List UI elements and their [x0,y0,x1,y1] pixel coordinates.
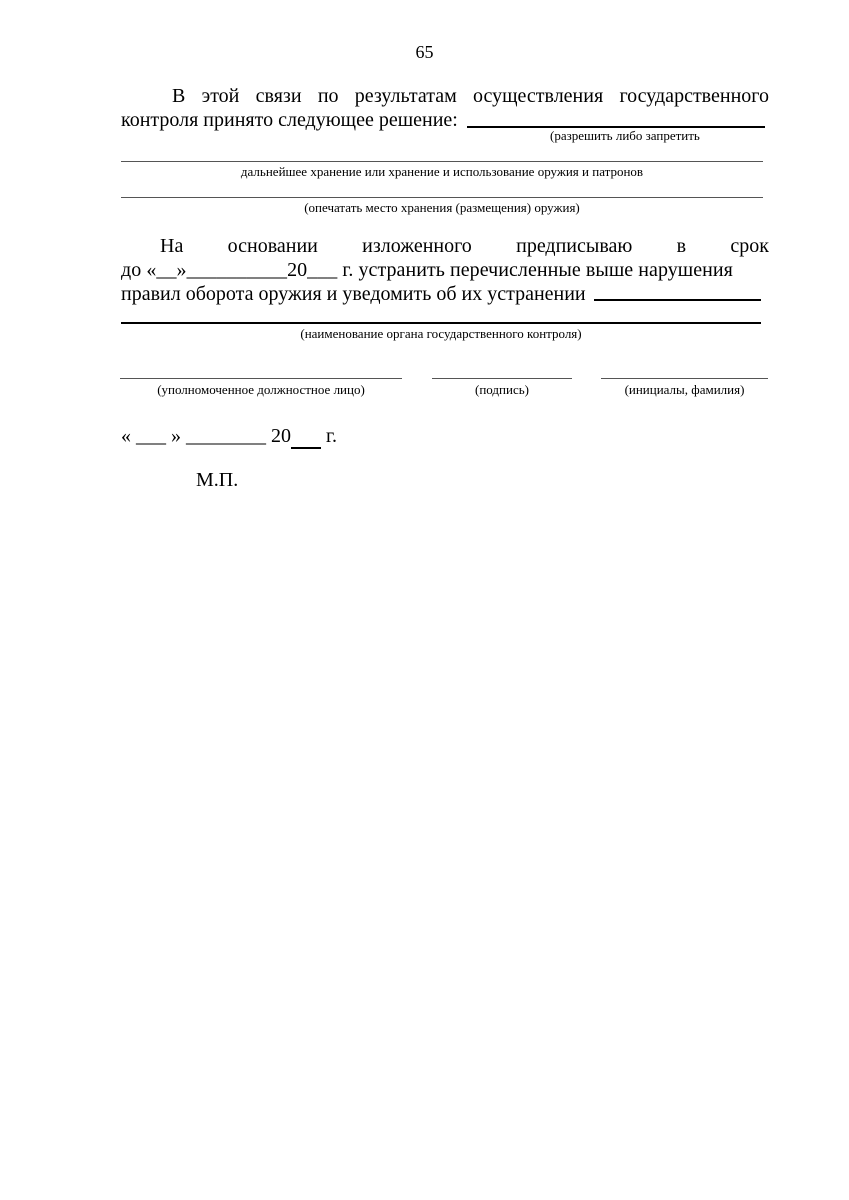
seal-blank-line [121,197,763,198]
date-line [121,424,337,448]
stamp-label: М.П. [196,469,239,491]
word: результатам [354,85,457,107]
caption-name: (инициалы, фамилия) [624,382,745,397]
word: основании [227,235,318,257]
year-blank [291,425,321,449]
body-blank-line [121,322,761,324]
storage-blank-line [121,161,763,162]
caption-body: (наименование органа государственного контроля) [300,326,582,341]
year-suffix: г. [326,425,337,447]
word: государственного [619,85,769,107]
word: изложенного [362,235,472,257]
para1-line2: контроля принято следующее решение: [121,109,458,131]
word: предписываю [516,235,633,257]
caption-signature: (подпись) [475,382,529,397]
caption-official: (уполномоченное должностное лицо) [157,382,365,397]
page-number: 65 [415,42,434,62]
word: по [317,85,339,107]
official-blank-line [120,378,402,379]
open-quote: « [121,425,131,447]
name-blank-line [601,378,768,379]
caption-storage: дальнейшее хранение или хранение и использование оружия и патронов [240,164,644,179]
word: В [172,85,186,107]
word: осуществления [473,85,604,107]
caption-decision: (разрешить либо запретить [550,128,700,143]
para2-line2 [121,258,769,282]
day-blank: ___ [136,425,166,447]
text: до « [121,259,157,281]
caption-seal: (опечатать место хранения (размещения) оружия) [304,200,580,215]
year-blank: ___ [307,259,338,281]
text: г. устранить перечисленные выше нарушения [337,259,733,281]
day-blank: __ [156,259,177,281]
word: срок [730,235,769,257]
year-prefix: 20 [271,425,291,447]
text: » [176,259,187,281]
signature-blank-line [432,378,572,379]
word: связи [255,85,302,107]
word: На [160,235,184,257]
para2-line1 [160,234,769,258]
month-blank: ________ [186,425,266,447]
year-prefix: 20 [287,259,308,281]
word: в [676,235,687,257]
month-blank: __________ [186,259,288,281]
notify-blank-line [594,299,761,301]
para2-line3: правил оборота оружия и уведомить об их устранении [121,283,586,305]
word: этой [201,85,240,107]
close-quote: » [171,425,181,447]
para1-line1 [172,84,769,108]
